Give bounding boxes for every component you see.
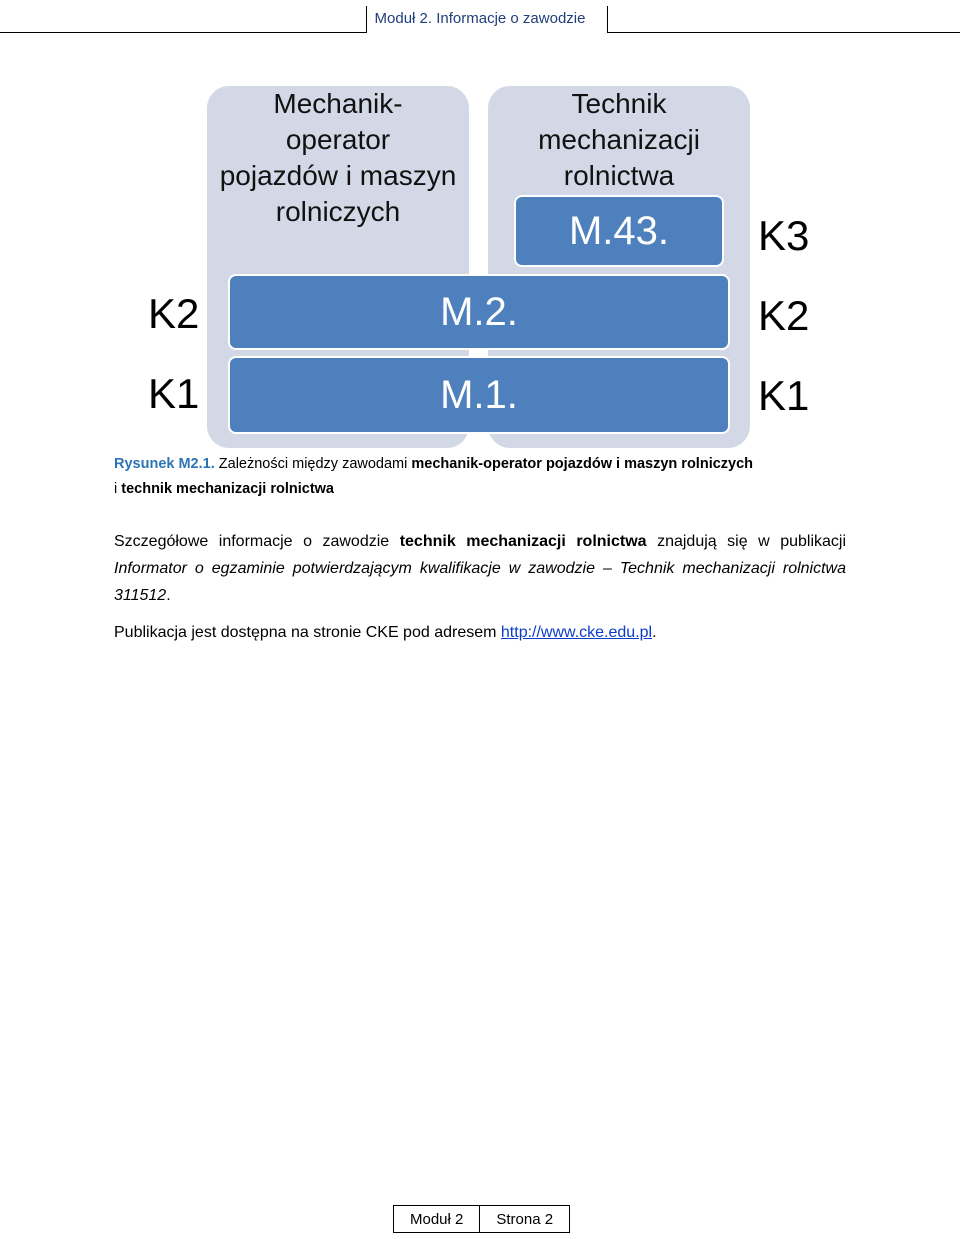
figure-caption (114, 452, 854, 502)
paragraph-details (114, 528, 846, 609)
level-left-k1: K1 (148, 370, 200, 417)
caption-label: Rysunek M2.1. (114, 456, 215, 472)
para1-italic-title: Informator o egzaminie potwierdzającym kwalifikacje w zawodzie – Technik mechanizacji rolnictwa 311512 (114, 560, 846, 604)
level-right-k3: K3 (758, 212, 810, 259)
caption-line2-prefix: i (114, 481, 118, 497)
paragraph-publication (114, 619, 846, 646)
footer-page-number: Strona 2 (480, 1205, 570, 1233)
caption-text-1: Zależności między zawodami (218, 456, 408, 472)
level-left-k2: K2 (148, 290, 200, 337)
cke-link[interactable]: http://www.cke.edu.pl (500, 624, 653, 641)
para1-text-1: Szczegółowe informacje o zawodzie (114, 533, 390, 550)
para1-text-2: znajdują się w publikacji (657, 533, 847, 550)
caption-bold-2: technik mechanizacji rolnictwa (121, 481, 335, 497)
para1-end: . (166, 587, 171, 604)
header-title: Moduł 2. Informacje o zawodzie (374, 10, 586, 27)
panel-title-mechanik-operator: Mechanik- operator pojazdów i maszyn rolniczych (219, 88, 457, 227)
footer-module: Moduł 2 (393, 1205, 480, 1233)
level-right-k2: K2 (758, 292, 810, 339)
page-footer (393, 1205, 570, 1233)
para2-end: . (652, 624, 657, 641)
bar-m2: M.2. (230, 276, 728, 348)
para1-bold: technik mechanizacji rolnictwa (399, 533, 647, 550)
caption-bold-1: mechanik-operator pojazdów i maszyn rolniczych (411, 456, 754, 472)
bar-m43: M.43. (516, 197, 722, 265)
level-right-k1: K1 (758, 372, 810, 419)
para2-text: Publikacja jest dostępna na stronie CKE pod adresem (114, 624, 497, 641)
bar-m1: M.1. (230, 358, 728, 432)
panel-title-technik: Technik mechanizacji rolnictwa (538, 88, 700, 191)
